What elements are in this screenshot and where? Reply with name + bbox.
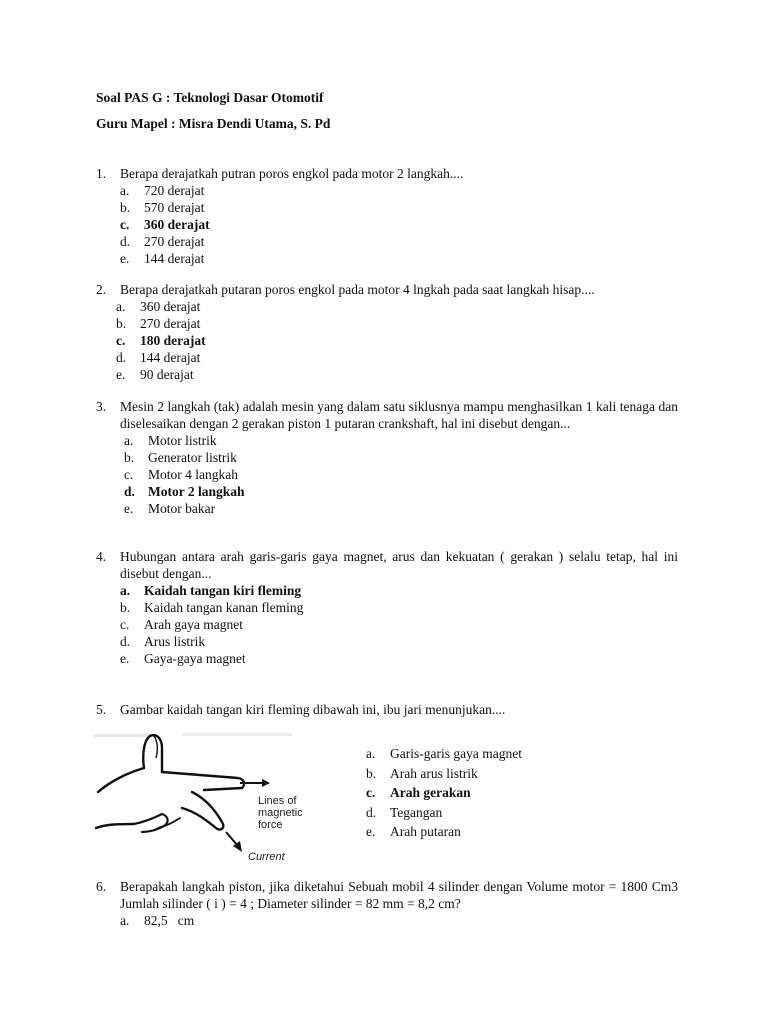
question-text: Gambar kaidah tangan kiri fleming dibawah ini, ibu jari menunjukan....: [120, 702, 506, 717]
question-number: 4.: [96, 549, 107, 564]
question-5: [96, 701, 678, 718]
option-list: [124, 432, 678, 517]
question-text: Berapa derajatkah putran poros engkol pada motor 2 langkah....: [120, 166, 464, 181]
question-number: 5.: [96, 702, 107, 717]
question-1: [96, 165, 678, 267]
option-d: d. Tegangan: [366, 804, 443, 820]
option-e: e. 90 derajat: [116, 367, 194, 382]
question-text: Berapakah langkah piston, jika diketahui Sebuah mobil 4 silinder dengan Volume motor = 1800 Cm3 Jumlah silinder ( i ) = 4 ; Diameter silinder = 82 mm = 8,2 cm?: [120, 879, 678, 911]
option-c-answer: c. 180 derajat: [116, 333, 206, 348]
option-d: d. Arus listrik: [120, 634, 206, 649]
option-d: d. 270 derajat: [120, 234, 205, 249]
label-lines-of: Lines of: [258, 795, 297, 807]
label-magnetic: magnetic: [258, 807, 303, 819]
option-list: [120, 912, 678, 929]
question-number: 6.: [96, 879, 107, 894]
teacher-line: Guru Mapel : Misra Dendi Utama, S. Pd: [96, 116, 331, 131]
option-c: c. Motor 4 langkah: [124, 467, 238, 482]
option-a: a. Garis-garis gaya magnet: [366, 746, 522, 761]
question-number: 2.: [96, 282, 107, 297]
option-a: a. 720 derajat: [120, 183, 205, 198]
question-4: [96, 548, 678, 667]
option-e: e. Motor bakar: [124, 501, 216, 516]
question-text: Berapa derajatkah putaran poros engkol pada motor 4 lngkah pada saat langkah hisap....: [120, 282, 595, 297]
option-a: a. 360 derajat: [116, 299, 201, 314]
option-c-answer: c. Arah gerakan: [366, 785, 471, 800]
option-d-answer: d. Motor 2 langkah: [124, 484, 245, 499]
option-list: [120, 182, 678, 267]
question-3: [96, 398, 678, 517]
fleming-left-hand-figure: [92, 728, 324, 868]
label-force: force: [258, 819, 283, 831]
question-5-option-list: [366, 745, 666, 843]
option-list: [116, 298, 678, 383]
question-text: Mesin 2 langkah (tak) adalah mesin yang dalam satu siklusnya mampu menghasilkan 1 kali tenaga dan diselesaikan dengan 2 gerakan piston 1 putaran crankshaft, hal ini disebut dengan...: [120, 399, 678, 431]
label-current: Current: [248, 851, 285, 863]
option-c: c. Arah gaya magnet: [120, 617, 243, 632]
option-b: b. Generator listrik: [124, 450, 237, 465]
option-a: a. 82,5 cm: [120, 913, 195, 928]
option-e: e. Arah putaran: [366, 824, 461, 839]
question-number: 3.: [96, 399, 107, 414]
option-e: e. Gaya-gaya magnet: [120, 651, 246, 666]
option-c-answer: c. 360 derajat: [120, 217, 210, 232]
question-2: [96, 281, 678, 383]
option-a: a. Motor listrik: [124, 433, 217, 448]
question-6: [96, 878, 678, 929]
option-d: d. 144 derajat: [116, 350, 201, 365]
question-number: 1.: [96, 166, 107, 181]
option-b: b. 570 derajat: [120, 200, 205, 215]
option-b: b. Arah arus listrik: [366, 765, 478, 781]
option-e: e. 144 derajat: [120, 251, 205, 266]
option-b: b. 270 derajat: [116, 316, 201, 331]
question-text: Hubungan antara arah garis-garis gaya magnet, arus dan kekuatan ( gerakan ) selalu tetap, hal ini disebut dengan...: [120, 549, 678, 581]
option-list: [120, 582, 678, 667]
option-b: b. Kaidah tangan kanan fleming: [120, 600, 304, 615]
subject-line: Soal PAS G : Teknologi Dasar Otomotif: [96, 90, 324, 105]
option-a-answer: a. Kaidah tangan kiri fleming: [120, 583, 302, 598]
